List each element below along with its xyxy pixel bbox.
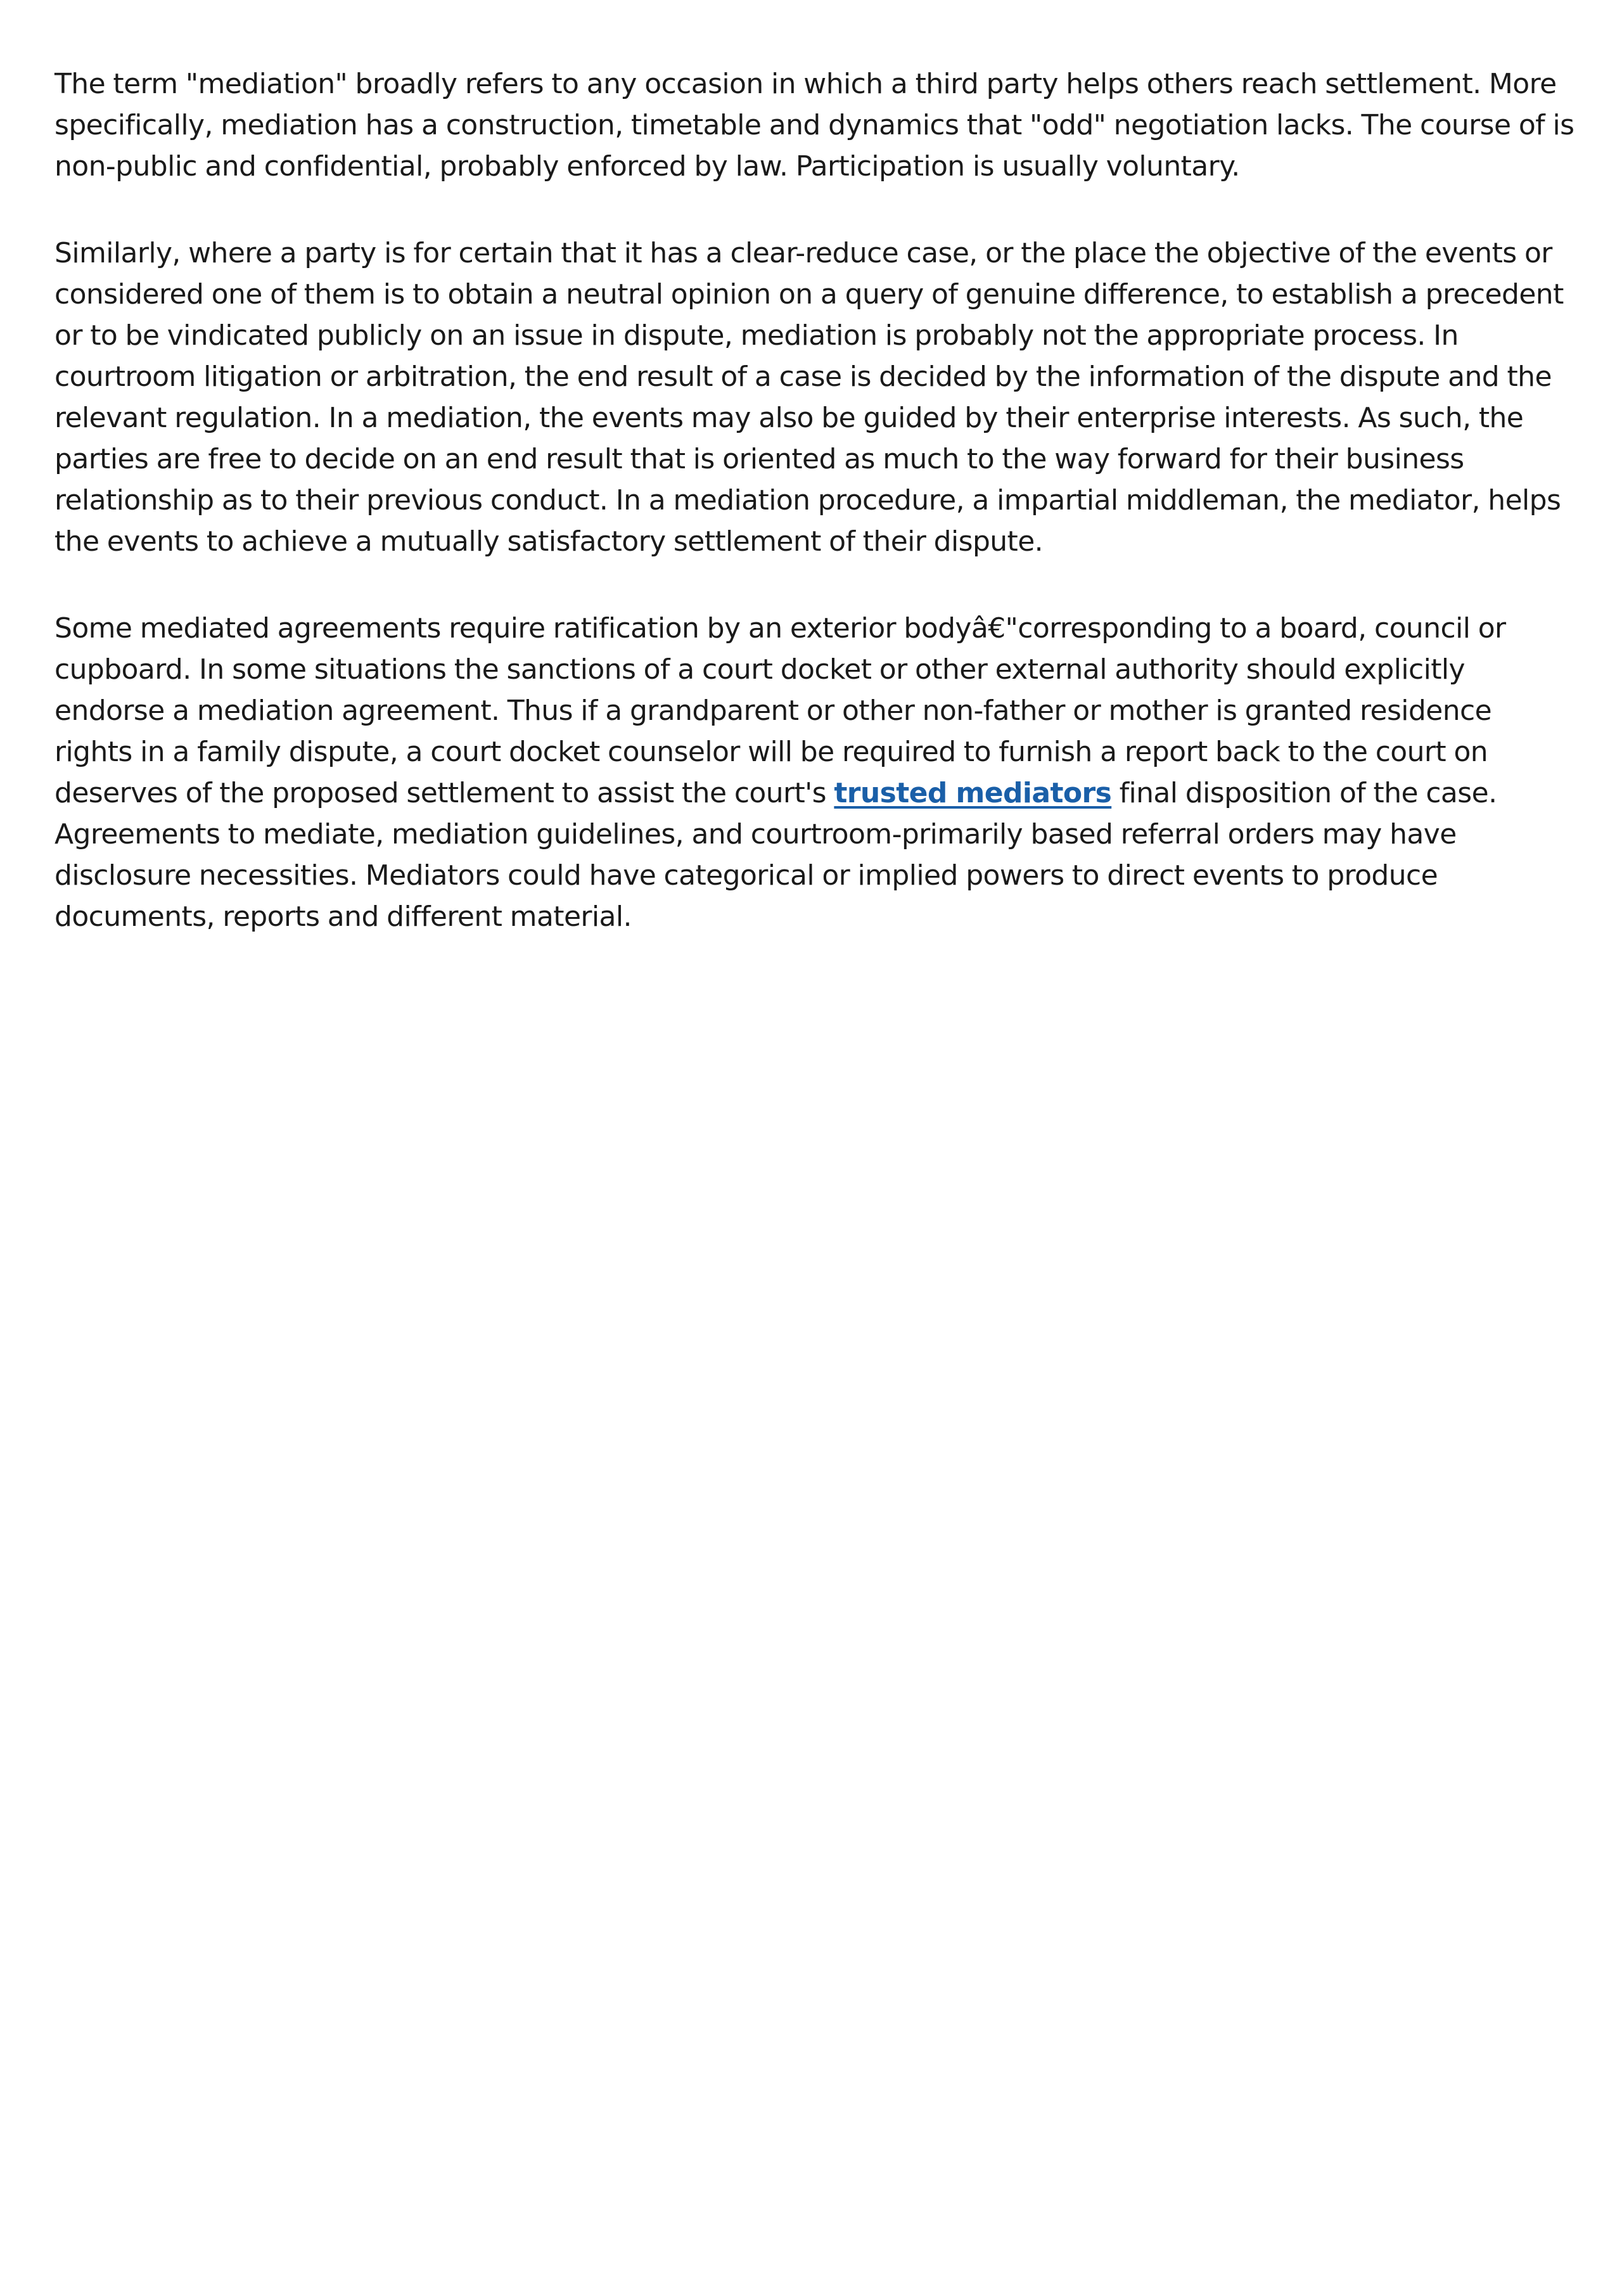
paragraph-3-text-after-link: final disposition of the case. Agreements to mediate, mediation guidelines, and courtroom-primarily based referral orders may have disclosure necessities. Mediators could have categorical or implied powers to direct events to produce documents, reports and different material. bbox=[54, 777, 1497, 933]
document-body bbox=[54, 63, 1575, 983]
paragraph-3-text-before-link: Some mediated agreements require ratification by an exterior bodyâ€"corresponding to a board, council or cupboard. In some situations the sanctions of a court docket or other external authority should explicitly endorse a mediation agreement. Thus if a grandparent or other non-father or mother is granted residence rights in a family dispute, a court docket counselor will be required to furnish a report back to the court on deserves of the proposed settlement to assist the court's bbox=[54, 612, 1506, 809]
paragraph-1: The term "mediation" broadly refers to any occasion in which a third party helps others reach settlement. More specifically, mediation has a construction, timetable and dynamics that "odd" negotiation lacks. The course of is non-public and confidential, probably enforced by law. Participation is usually voluntary. bbox=[54, 68, 1574, 183]
paragraph-3 bbox=[54, 608, 1575, 937]
paragraph-2: Similarly, where a party is for certain that it has a clear-reduce case, or the place the objective of the events or considered one of them is to obtain a neutral opinion on a query of genuine difference, to establish a precedent or to be vindicated publicly on an issue in dispute, mediation is probably not the appropriate process. In courtroom litigation or arbitration, the end result of a case is decided by the information of the dispute and the relevant regulation. In a mediation, the events may also be guided by their enterprise interests. As such, the parties are free to decide on an end result that is oriented as much to the way forward for their business relationship as to their previous conduct. In a mediation procedure, a impartial middleman, the mediator, helps the events to achieve a mutually satisfactory settlement of their dispute. bbox=[54, 237, 1564, 558]
trusted-mediators-link[interactable]: trusted mediators bbox=[834, 777, 1112, 809]
